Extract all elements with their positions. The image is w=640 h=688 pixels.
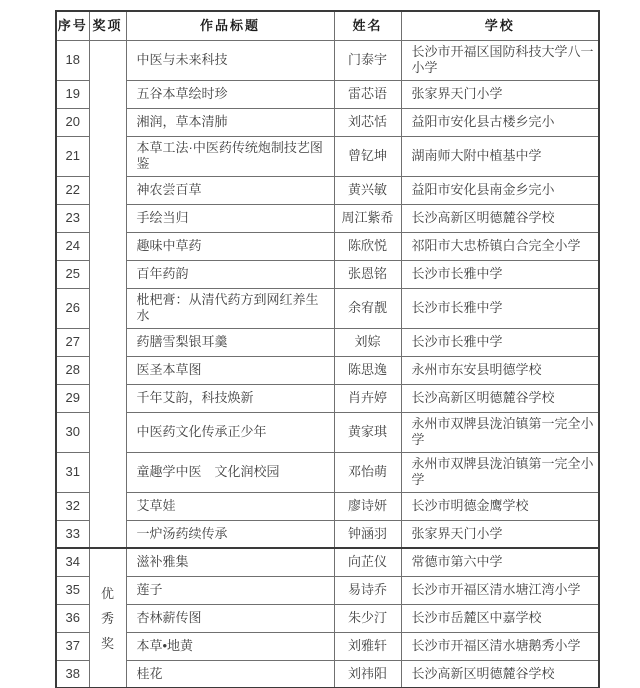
row-number-cell: 21 (56, 136, 89, 176)
row-number-cell: 30 (56, 412, 89, 452)
work-title-cell: 湘润，草本清肺 (126, 108, 334, 136)
table-row (56, 492, 599, 520)
work-title-cell: 童趣学中医 文化润校园 (126, 452, 334, 492)
table-row (56, 260, 599, 288)
row-number-cell: 34 (56, 548, 89, 576)
header-number: 序号 (56, 11, 89, 40)
work-title-cell: 艾草娃 (126, 492, 334, 520)
student-name-cell: 陈欣悦 (334, 232, 401, 260)
work-title-cell: 药膳雪梨银耳羹 (126, 328, 334, 356)
school-cell: 永州市双牌县泷泊镇第一完全小学 (401, 412, 599, 452)
work-title-cell: 枇杷膏：从清代药方到网红养生水 (126, 288, 334, 328)
row-number-cell: 20 (56, 108, 89, 136)
table-body (56, 40, 599, 688)
work-title-cell: 五谷本草绘时珍 (126, 80, 334, 108)
school-cell: 长沙市岳麓区中嘉学校 (401, 604, 599, 632)
student-name-cell: 邓怡萌 (334, 452, 401, 492)
student-name-cell: 黄家琪 (334, 412, 401, 452)
school-cell: 永州市双牌县泷泊镇第一完全小学 (401, 452, 599, 492)
school-cell: 益阳市安化县南金乡完小 (401, 176, 599, 204)
table-row (56, 176, 599, 204)
student-name-cell: 门泰宇 (334, 40, 401, 80)
work-title-cell: 一炉汤药续传承 (126, 520, 334, 548)
work-title-cell: 杏林薪传图 (126, 604, 334, 632)
row-number-cell: 31 (56, 452, 89, 492)
student-name-cell: 朱少汀 (334, 604, 401, 632)
row-number-cell: 38 (56, 660, 89, 688)
student-name-cell: 曾钇坤 (334, 136, 401, 176)
student-name-cell: 易诗乔 (334, 576, 401, 604)
school-cell: 祁阳市大忠桥镇白合完全小学 (401, 232, 599, 260)
table-row (56, 520, 599, 548)
work-title-cell: 千年艾韵，科技焕新 (126, 384, 334, 412)
student-name-cell: 肖卉婷 (334, 384, 401, 412)
award-winners-table (55, 10, 600, 688)
row-number-cell: 24 (56, 232, 89, 260)
work-title-cell: 医圣本草图 (126, 356, 334, 384)
school-cell: 长沙市长雅中学 (401, 328, 599, 356)
student-name-cell: 刘婃 (334, 328, 401, 356)
school-cell: 长沙高新区明德麓谷学校 (401, 660, 599, 688)
award-cell (89, 548, 126, 688)
student-name-cell: 雷芯语 (334, 80, 401, 108)
row-number-cell: 37 (56, 632, 89, 660)
table-header (56, 11, 599, 40)
work-title-cell: 本草•地黄 (126, 632, 334, 660)
table-row (56, 204, 599, 232)
row-number-cell: 28 (56, 356, 89, 384)
header-name: 姓名 (334, 11, 401, 40)
work-title-cell: 神农尝百草 (126, 176, 334, 204)
student-name-cell: 张恩铭 (334, 260, 401, 288)
school-cell: 益阳市安化县古楼乡完小 (401, 108, 599, 136)
work-title-cell: 桂花 (126, 660, 334, 688)
row-number-cell: 27 (56, 328, 89, 356)
header-award: 奖项 (89, 11, 126, 40)
table-row (56, 384, 599, 412)
school-cell: 湖南师大附中植基中学 (401, 136, 599, 176)
header-row (56, 11, 599, 40)
row-number-cell: 18 (56, 40, 89, 80)
row-number-cell: 19 (56, 80, 89, 108)
school-cell: 常德市第六中学 (401, 548, 599, 576)
award-cell (89, 40, 126, 548)
school-cell: 长沙高新区明德麓谷学校 (401, 204, 599, 232)
row-number-cell: 36 (56, 604, 89, 632)
table-row (56, 40, 599, 80)
work-title-cell: 手绘当归 (126, 204, 334, 232)
header-title: 作品标题 (126, 11, 334, 40)
student-name-cell: 刘雅轩 (334, 632, 401, 660)
school-cell: 张家界天门小学 (401, 80, 599, 108)
row-number-cell: 23 (56, 204, 89, 232)
work-title-cell: 趣味中草药 (126, 232, 334, 260)
row-number-cell: 29 (56, 384, 89, 412)
school-cell: 长沙市长雅中学 (401, 260, 599, 288)
table-row (56, 632, 599, 660)
table-row (56, 288, 599, 328)
student-name-cell: 黄兴敏 (334, 176, 401, 204)
table-row (56, 548, 599, 576)
table-row (56, 80, 599, 108)
work-title-cell: 中医与未来科技 (126, 40, 334, 80)
table-row (56, 328, 599, 356)
work-title-cell: 百年药韵 (126, 260, 334, 288)
student-name-cell: 向芷仪 (334, 548, 401, 576)
student-name-cell: 刘祎阳 (334, 660, 401, 688)
table-row (56, 604, 599, 632)
row-number-cell: 35 (56, 576, 89, 604)
table-row (56, 576, 599, 604)
school-cell: 长沙市明德金鹰学校 (401, 492, 599, 520)
school-cell: 长沙高新区明德麓谷学校 (401, 384, 599, 412)
award-label: 优秀奖 (101, 585, 115, 651)
school-cell: 长沙市开福区清水塘江湾小学 (401, 576, 599, 604)
school-cell: 永州市东安县明德学校 (401, 356, 599, 384)
table-row (56, 232, 599, 260)
table-row (56, 356, 599, 384)
school-cell: 长沙市长雅中学 (401, 288, 599, 328)
student-name-cell: 周江紫希 (334, 204, 401, 232)
table-row (56, 412, 599, 452)
student-name-cell: 刘芯恬 (334, 108, 401, 136)
table-row (56, 108, 599, 136)
work-title-cell: 莲子 (126, 576, 334, 604)
student-name-cell: 廖诗妍 (334, 492, 401, 520)
work-title-cell: 本草工法·中医药传统炮制技艺图鉴 (126, 136, 334, 176)
header-school: 学校 (401, 11, 599, 40)
row-number-cell: 32 (56, 492, 89, 520)
row-number-cell: 33 (56, 520, 89, 548)
student-name-cell: 陈思逸 (334, 356, 401, 384)
row-number-cell: 25 (56, 260, 89, 288)
work-title-cell: 中医药文化传承正少年 (126, 412, 334, 452)
student-name-cell: 余宥靓 (334, 288, 401, 328)
school-cell: 张家界天门小学 (401, 520, 599, 548)
work-title-cell: 滋补雅集 (126, 548, 334, 576)
table-row (56, 660, 599, 688)
school-cell: 长沙市开福区国防科技大学八一小学 (401, 40, 599, 80)
table-row (56, 136, 599, 176)
row-number-cell: 22 (56, 176, 89, 204)
student-name-cell: 钟涵羽 (334, 520, 401, 548)
table-row (56, 452, 599, 492)
school-cell: 长沙市开福区清水塘鹅秀小学 (401, 632, 599, 660)
row-number-cell: 26 (56, 288, 89, 328)
